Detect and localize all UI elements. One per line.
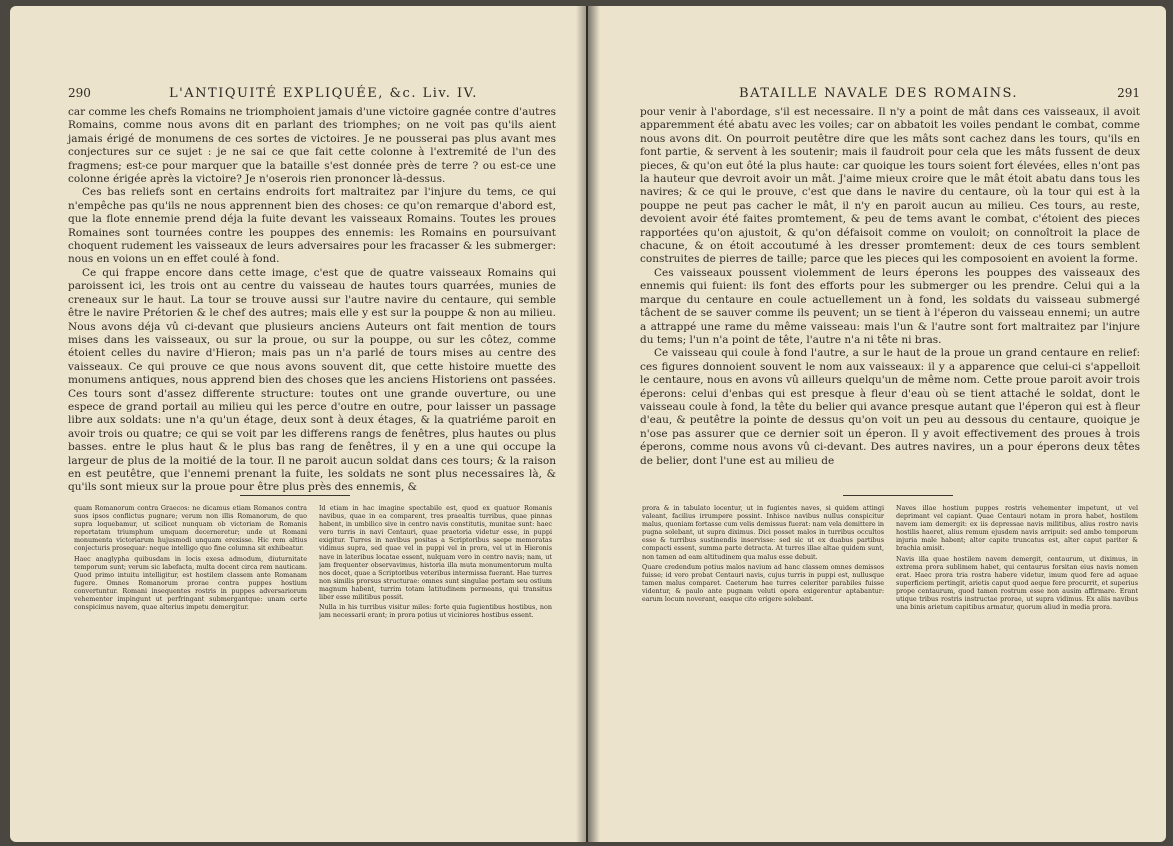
footnote: Id etiam in hac imagine spectabile est, quod ex quatuor Romanis navibus, quae in ea comparent, tres praealtis turribus, quae pinnas habent, in umbilico sive in centro navis constitutis, munitae sunt: haec vero turris in navi Centauri, quae praetoria videtur esse, in puppi exigitur. Turres in navibus positas a Scriptoribus saepe memoratas vidimus supra, sed quae vel in puppi vel in prora, vel ut in Hieronis nave in lateribus locatae essent, nulquam vero in centro navis; nam, ut jam frequenter observavimus, historia illa muta monumentorum multa nos docet, quae a Scriptoribus veteribus intermissa fuerant. Hae turres non similis prorsus structurae: omnes sunt singulae portam seu ostium magnum habent, turrim totam latitudinem permeans, qui transitus liber esse militibus possit.	[319, 504, 552, 602]
footnote-column	[74, 504, 307, 804]
footnote: Nulla in his turribus visitur miles: forte quia fugientibus hostibus, non jam necessarii erant; in prora potius ut viciniores hostibus essent.	[319, 603, 552, 620]
page-number-right: 291	[1117, 86, 1140, 100]
footnote: prora & in tabulato locentur, ut in fugientes naves, si quidem attingi valeant, facilius irrumpere possint. Inhisce navibus nullus conspicitur malus, quoniam fortasse cum velis demissus fuerat: nam vela demittere in pugna solebant, ut supra diximus. Dici posset malos in turribus occultos esse & turribus sustinendis inservisse: sed sic ut ex duabus partibus compacti essent, summa parte detracta. At turres illae altae quidem sunt, non tamen ad eam altitudinem qua malus esse debuit.	[642, 504, 884, 561]
right-running-header	[640, 86, 1140, 101]
paragraph: Ces bas reliefs sont en certains endroits fort maltraitez par l'injure du tems, ce qui n'empêche pas qu'ils ne nous apprennent bien des choses: ce qu'on remarque d'abord est, que la flote ennemie prend déja la fuite devant les vaisseaux Romains. Toutes les proues Romaines sont tournées contre les pouppes des ennemis: les Romains en poursuivant choquent rudement les vaisseaux de leurs adversaires pour les fracasser & les submerger: nous en voions un en effet coulé à fond.	[68, 186, 556, 266]
page-number-left: 290	[68, 86, 91, 100]
running-head-left: L'ANTIQUITÉ EXPLIQUÉE, &c. Liv. IV.	[169, 86, 478, 101]
running-head-right: BATAILLE NAVALE DES ROMAINS.	[739, 86, 1019, 101]
right-main-text	[640, 106, 1140, 468]
footnote: quam Romanorum contra Graecos: ne dicamus etiam Romanos contra suos ipsos conflictus pugnare; verum non illis Romanorum, de quo supra loquebamur, ut scilicet nunquam ob victoriam de Romanis reportatam triumphum umquam decerneretur; unde ut Romani monumenta victoriarum hujusmodi unquam erexisse. Hic rem altius conjecturis prosequar: neque intelligo quo fine columna sit exhibeatur.	[74, 504, 307, 553]
left-running-header	[68, 86, 556, 101]
open-book	[10, 6, 1166, 842]
footnote-rule	[843, 495, 953, 496]
left-main-text	[68, 106, 556, 495]
left-footnotes	[74, 504, 552, 804]
paragraph: car comme les chefs Romains ne triomphoient jamais d'une victoire gagnée contre d'autres Romains, comme nous avons dit en parlant des triomphes; on ne voit pas qu'ils aient jamais érigé de monumens de ces sortes de victoires. Je ne pousserai pas plus avant mes conjectures sur ce sujet : je ne sai ce que fait cette colonne à l'extremité de l'un des fragmens; est-ce pour marquer que la bataille s'est donnée près de terre ? ou est-ce une colonne érigée après la victoire? Je n'oserois rien prononcer là-dessus.	[68, 106, 556, 186]
footnote: Navis illa quae hostilem navem demergit, centaurum, ut diximus, in extrema prora sublimem habet, qui centaurus forsitan eius navis nomen erat. Haec prora tria rostra habere videtur, imum quod fere ad aquae superficiem pertingit, arietis caput quod aeque fere procurrit, et superius prope centaurum, quod tamen rostrum esse non ausim affirmare. Erant utique tribus rostris instructae prorae, ut supra vidimus. Ex aliis navibus una binis arietum capitibus armatur, quorum aliud in media prora.	[896, 554, 1138, 612]
footnote: Haec anaglypha quibusdam in locis exesa admodum, diuturnitate temporum sunt; verum sic labefacta, multa docent circa rem nauticam. Quod primo intuitu intelligitur, est hostilem classem ante Romanam fugere. Omnes Romanorum prorae contra puppes hostium convertuntur. Romani insequentes rostris in puppes adversariorum vehementer impingunt ut perfringant submergantque: unam certe conspicimus navem, quae alterius impetu demergitur.	[74, 554, 307, 612]
paragraph: Ce vaisseau qui coule à fond l'autre, a sur le haut de la proue un grand centaure en relief: ces figures donnoient souvent le nom aux vaisseaux: il y a apparence que celui-ci s'appelloit le centaure, nous en avons vû ailleurs quelqu'un de même nom. Cette proue paroit avoir trois éperons: celui d'enbas qui est presque à fleur d'eau où se tient attaché le soldat, dont le vaisseau coule à fond, la tête du belier qui avance presque autant que l'éperon qui est à fleur d'eau, & peutêtre la pointe de dessus qu'on voit un peu au dessous du centaure, quoique je n'ose pas assurer que ce dernier soit un éperon. Il y avoit effectivement des proues à trois éperons, comme nous avons vû ci-devant. Des autres navires, un a pour éperons deux têtes de belier, dont l'une est au milieu de	[640, 347, 1140, 467]
paragraph: Ce qui frappe encore dans cette image, c'est que de quatre vaisseaux Romains qui paroissent ici, les trois ont au centre du vaisseau de hautes tours quarrées, munies de creneaux sur le haut. La tour se trouve aussi sur l'autre navire du centaure, qui semble être le navire Prétorien & le chef des autres; mais elle y est sur la pouppe & non au milieu. Nous avons déja vû ci-devant que plusieurs anciens Auteurs ont fait mention de tours mises dans les vaisseaux, ou sur la proue, ou sur la pouppe, ou sur les côtez, comme étoient celles du navire d'Hieron; mais pas un n'a parlé de tours mises au centre des vaisseaux. Ce qui prouve ce que nous avons souvent dit, que cette histoire muette des monumens antiques, nous apprend bien des choses que les anciens Historiens ont passées. Ces tours sont d'assez differente structure: toutes ont une grande ouverture, ou une espece de grand portail au milieu qui les perce d'outre en outre, pour laisser un passage libre aux soldats: une n'a qu'un étage, deux sont à deux étages, & la quatriéme paroit en avoir trois ou quatre; ce qui se voit par les differens rangs de fenêtres, plus hautes ou plus basses. entre le plus haut & le plus bas rang de fenêtres, il y en a une qui occupe la largeur de plus de la moitié de la tour. Il ne paroit aucun soldat dans ces tours; & la raison en est peutêtre, que l'ennemi prenant la fuite, les soldats ne sont plus necessaires là, & qu'ils sont mieux sur la proue pour être plus près des ennemis, &	[68, 266, 556, 494]
footnote-column	[896, 504, 1138, 804]
footnote-column	[642, 504, 884, 804]
footnote: Quare credendum potius malos navium ad hanc classem omnes demissos fuisse; id vero probat Centauri navis, cujus turris in puppi est, nullusque tamen malus comparet. Caeterum hae turres celeriter parabiles fuisse videntur, & paulo ante pugnam veluti opera exigerentur aptabantur: earum locum noverant, easque cito erigere solebant.	[642, 562, 884, 604]
right-page	[588, 6, 1166, 842]
left-page	[10, 6, 586, 842]
footnote-column	[319, 504, 552, 804]
footnote-rule	[240, 495, 350, 496]
right-footnotes	[642, 504, 1138, 804]
paragraph: Ces vaisseaux poussent violemment de leurs éperons les pouppes des vaisseaux des ennemis qui fuient: ils font des efforts pour les submerger ou les prendre. Celui qui a la marque du centaure en coule actuellement un à fond, les soldats du vaisseau submergé tâchent de se sauver comme ils peuvent; un se tient à l'éperon du vaisseau ennemi; un autre a attrappé une rame du même vaisseau: mais l'un & l'autre sont fort maltraitez par l'injure du tems; l'un n'a point de tête, l'autre n'a ni tête ni bras.	[640, 266, 1140, 346]
footnote: Naves illae hostium puppes rostris vehementer impetunt, ut vel deprimant vel capiant. Quae Centauri notam in prora habet, hostilem navem iam demergit: ex iis depressae navis militibus, alius rostro navis hostilis haeret, alius remum ejusdem navis arripuit: sed ambo temporum injuria male habent; alter capite truncatus est, alter caput pariter & brachia amisit.	[896, 504, 1138, 553]
paragraph: pour venir à l'abordage, s'il est necessaire. Il n'y a point de mât dans ces vaisseaux, il avoit apparemment été abatu avec les voiles; car on abbatoit les voiles pendant le combat, comme nous avons dit. On pourroit peutêtre dire que les mâts sont cachez dans les tours, qu'ils en font partie, & servent à les soutenir; mais il faudroit pour cela que les mâts fussent de deux pieces, & qu'on eut ôté la plus haute: car quoique les tours soient fort élevées, elles n'ont pas la hauteur que devroit avoir un mât. J'aime mieux croire que le mât étoit abatu dans tous les navires; & ce qui le prouve, c'est que dans le navire du centaure, où la tour qui est à la pouppe ne peut pas cacher le mât, il n'y en paroit aucun au milieu. Ces tours, au reste, devoient avoir été faites promtement, & peu de tems avant le combat, c'étoient des pieces rapportées qu'on ajustoit, & qu'on défaisoit comme on vouloit; on connoîtroit la place de chacune, & on étoit accoutumé à les dresser promtement: deux de ces tours semblent construites de pierres de taille; parce que les pieces qui les composoient en avoient la forme.	[640, 106, 1140, 266]
